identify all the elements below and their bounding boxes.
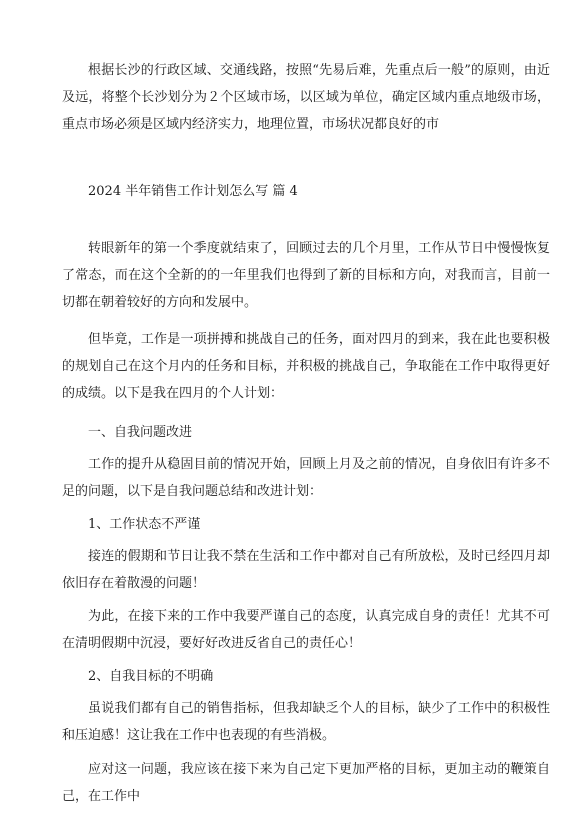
paragraph-self-review: 工作的提升从稳固目前的情况开始，回顾上月及之前的情况，自身依旧有许多不足的问题，以下是自我问题总结和改进计划：: [62, 457, 550, 499]
paragraph-responsibility: 为此，在接下来的工作中我要严谨自己的态度，认真完成自身的责任！尤其不可在清明假期中沉浸，要好好改进反省自己的责任心！: [62, 609, 550, 651]
heading-goal-unclear: 2、自我目标的不明确: [88, 669, 214, 684]
paragraph-stricter-goals: 应对这一问题，我应该在接下来为自己定下更加严格的目标，更加主动的鞭策自己，在工作中: [62, 762, 550, 804]
paragraph-april-plan: 但毕竟，工作是一项拼搏和挑战自己的任务，面对四月的到来，我在此也要积极的规划自己在这个月内的任务和目标，并积极的挑战自己，争取能在工作中取得更好的成绩。以下是我在四月的个人计划：: [62, 332, 550, 401]
paragraph-market-division: 根据长沙的行政区域、交通线路，按照“先易后难，先重点后一般”的原则，由近及远，将整个长沙划分为２个区域市场，以区域为单位，确定区域内重点地级市场，重点市场必须是区域内经济实力，地理位置，市场状况都良好的市: [62, 63, 550, 132]
heading-self-improvement: 一、自我问题改进: [88, 425, 193, 440]
section-title: 2024 半年销售工作计划怎么写 篇 4: [88, 184, 298, 199]
paragraph-holiday-slack: 接连的假期和节日让我不禁在生活和工作中都对自己有所放松，及时已经四月却依旧存在着散漫的问题！: [62, 549, 550, 591]
heading-work-attitude: 1、工作状态不严谨: [88, 517, 201, 532]
paragraph-sales-targets: 虽说我们都有自己的销售指标，但我却缺乏个人的目标，缺少了工作中的积极性和压迫感！这让我在工作中也表现的有些消极。: [62, 701, 550, 743]
paragraph-intro: 转眼新年的第一个季度就结束了，回顾过去的几个月里，工作从节日中慢慢恢复了常态，而在这个全新的的一年里我们也得到了新的目标和方向，对我而言，目前一切都在朝着较好的方向和发展中。: [62, 241, 550, 310]
